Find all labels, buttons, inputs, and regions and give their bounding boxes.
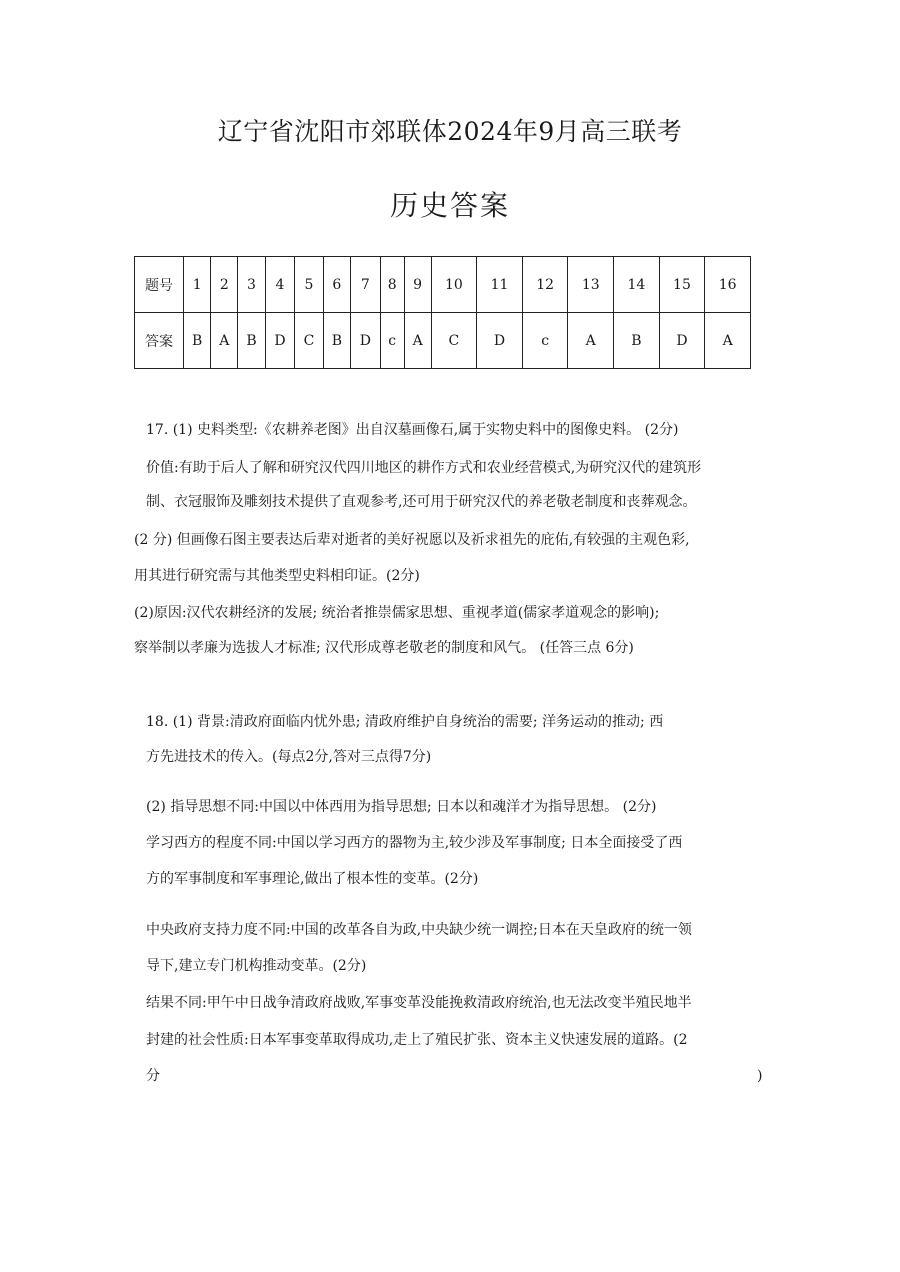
q18-line: 方先进技术的传入。(每点2分,答对三点得7分) <box>146 749 432 765</box>
answer-cell: c <box>522 313 568 369</box>
q18-line: 方的军事制度和军事理论,做出了根本性的变革。(2分) <box>146 871 479 887</box>
question-number: 14 <box>614 257 660 313</box>
q17-line: 察举制以孝廉为选拔人才标准; 汉代形成尊老敬老的制度和风气。 (任答三点 6分) <box>134 640 634 656</box>
answer-cell: B <box>323 313 350 369</box>
question-number: 8 <box>380 257 404 313</box>
question-number: 2 <box>211 257 238 313</box>
question-number: 7 <box>351 257 381 313</box>
answer-cell: B <box>184 313 211 369</box>
answer-cell: D <box>265 313 295 369</box>
answer-cell: A <box>404 313 431 369</box>
question-number: 3 <box>238 257 265 313</box>
q18-line: 18. (1) 背景:清政府面临内忧外患; 清政府维护自身统治的需要; 洋务运动的推动; 西 <box>146 714 664 730</box>
q18-line: 学习西方的程度不同:中国以学习西方的器物为主,较少涉及军事制度; 日本全面接受了西 <box>146 835 683 851</box>
question-number: 12 <box>522 257 568 313</box>
q18-line: 结果不同:甲午中日战争清政府战败,军事变革没能挽救清政府统治,也无法改变半殖民地半 <box>146 995 692 1011</box>
q17-line: 价值:有助于后人了解和研究汉代四川地区的耕作方式和农业经营模式,为研究汉代的建筑形 <box>146 460 702 476</box>
question-number: 5 <box>295 257 323 313</box>
q17-line: (2 分) 但画像石图主要表达后辈对逝者的美好祝愿以及祈求祖先的庇佑,有较强的主观色彩, <box>134 532 690 548</box>
answer-cell: A <box>568 313 614 369</box>
q18-line: 中央政府支持力度不同:中国的改革各自为政,中央缺少统一调控;日本在天皇政府的统一领 <box>146 922 692 938</box>
question-number: 15 <box>659 257 705 313</box>
answer-cell: A <box>705 313 751 369</box>
q17-line: 用其进行研究需与其他类型史料相印证。(2分) <box>134 568 420 584</box>
q17-line: 制、衣冠服饰及雕刻技术提供了直观参考,还可用于研究汉代的养老敬老制度和丧葬观念。 <box>146 494 697 510</box>
question-number: 9 <box>404 257 431 313</box>
answer-cell: D <box>659 313 705 369</box>
q18-line: 导下,建立专门机构推动变革。(2分) <box>146 958 367 974</box>
question-number: 1 <box>184 257 211 313</box>
answer-cell: C <box>431 313 477 369</box>
document-title: 辽宁省沈阳市郊联体2024年9月高三联考 <box>217 117 683 146</box>
q17-line: (2)原因:汉代农耕经济的发展; 统治者推崇儒家思想、重视孝道(儒家孝道观念的影响); <box>134 605 660 621</box>
answer-cell: B <box>238 313 265 369</box>
question-number: 11 <box>477 257 523 313</box>
question-number: 16 <box>705 257 751 313</box>
number-row <box>135 257 751 313</box>
answer-cell: C <box>295 313 323 369</box>
q18-line: ) <box>757 1068 763 1084</box>
answer-row-header: 答案 <box>135 313 184 369</box>
answer-cell: c <box>380 313 404 369</box>
answer-row <box>135 313 751 369</box>
answer-table <box>134 256 751 369</box>
question-number: 6 <box>323 257 350 313</box>
answer-cell: B <box>614 313 660 369</box>
question-number: 10 <box>431 257 477 313</box>
answer-cell: D <box>477 313 523 369</box>
q17-line: 17. (1) 史料类型:《农耕养老图》出自汉墓画像石,属于实物史料中的图像史料。 (2分) <box>146 422 679 438</box>
answer-cell: D <box>351 313 381 369</box>
question-number: 13 <box>568 257 614 313</box>
answer-cell: A <box>211 313 238 369</box>
q18-line: 分 <box>146 1068 160 1084</box>
q18-line: (2) 指导思想不同:中国以中体西用为指导思想; 日本以和魂洋才为指导思想。 (2分) <box>146 799 657 815</box>
q18-line: 封建的社会性质:日本军事变革取得成功,走上了殖民扩张、资本主义快速发展的道路。(2 <box>146 1032 688 1048</box>
document-subtitle: 历史答案 <box>389 189 510 222</box>
question-number: 4 <box>265 257 295 313</box>
number-row-header: 题号 <box>135 257 184 313</box>
